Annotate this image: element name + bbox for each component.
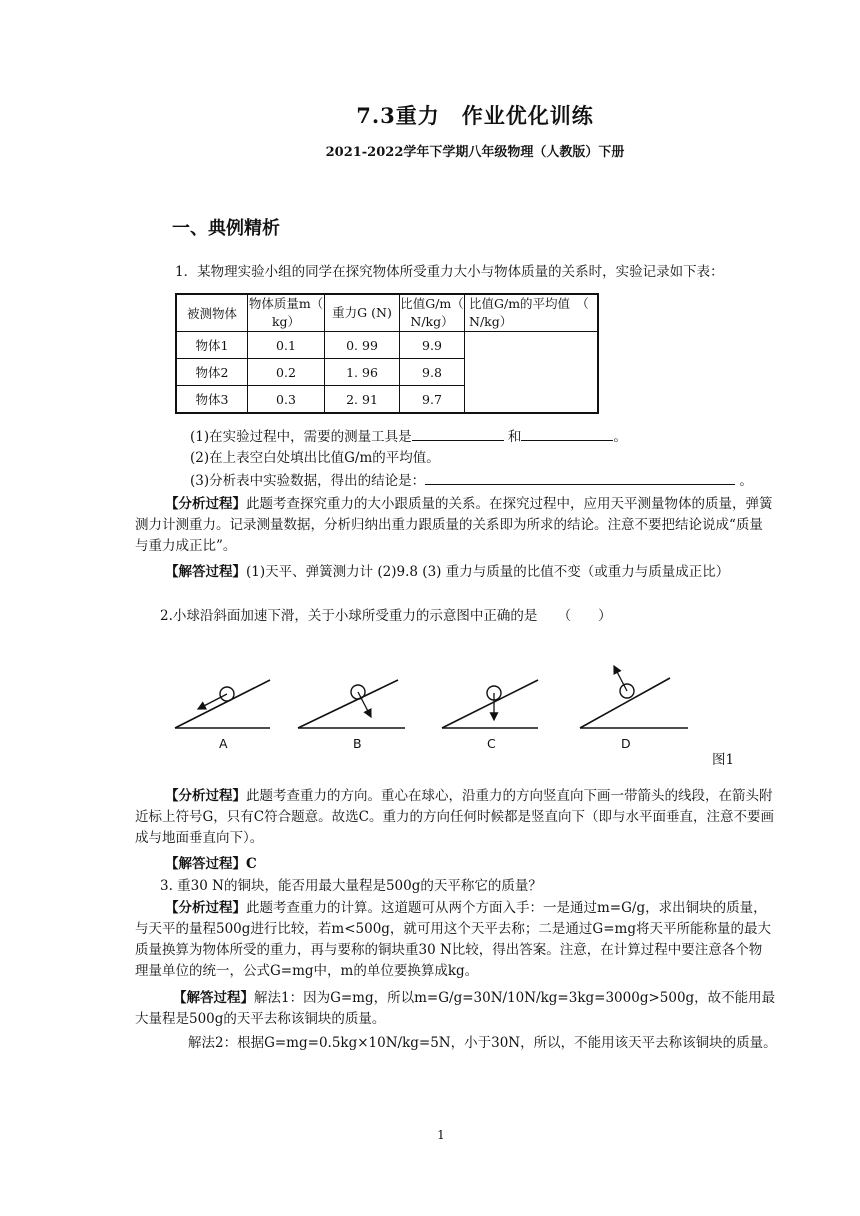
table-header: 比值G/m（ N/kg） [400, 294, 465, 332]
table-cell: 9.9 [400, 332, 465, 359]
q1-answer [135, 562, 775, 583]
table-cell: 1. 96 [325, 359, 400, 386]
q1-sub1 [190, 426, 627, 448]
analysis-text: 此题考查重力的方向。重心在球心，沿重力的方向竖直向下画一带箭头的线段，在箭头附近标上符号G，只有C符合题意。故选C。重力的方向任何时候都是竖直向下（即与水平面垂直，注意不要画成与地面垂直向下）。 [135, 788, 774, 846]
experiment-table [175, 293, 599, 414]
q2-stem: 2.小球沿斜面加速下滑，关于小球所受重力的示意图中正确的是 （ ） [160, 608, 612, 624]
sub3-end: 。 [739, 473, 753, 489]
q3-analysis [135, 898, 775, 982]
sub1-text: (1)在实验过程中，需要的测量工具是 [190, 429, 412, 445]
q3-answer [135, 988, 780, 1030]
table-header: 物体质量m（ kg） [248, 294, 325, 332]
table-header: 重力G (N) [325, 294, 400, 332]
table-header: 比值G/m的平均值 （ N/kg） [465, 294, 599, 332]
answer-text: C [246, 856, 257, 872]
option-a-diagram [175, 680, 270, 728]
answer-tag: 【解答过程】 [165, 856, 246, 872]
table-cell: 9.8 [400, 359, 465, 386]
table-cell: 0.2 [248, 359, 325, 386]
option-a-label: A [219, 736, 228, 751]
q2-answer [165, 854, 257, 875]
table-cell: 0. 99 [325, 332, 400, 359]
table-header: 被测物体 [176, 294, 248, 332]
figure-label: 图1 [712, 752, 735, 768]
answer-blank[interactable] [412, 426, 504, 441]
answer-tag: 【解答过程】 [173, 990, 254, 1006]
q1-analysis [135, 494, 775, 557]
q1-sub3 [190, 470, 753, 492]
q1-sub2: (2)在上表空白处填出比值G/m的平均值。 [190, 450, 440, 466]
q3-answer-2: 解法2：根据G=mg=0.5kg×10N/kg=5N，小于30N，所以，不能用该天平去称该铜块的质量。 [188, 1035, 777, 1051]
answer-blank[interactable] [521, 426, 613, 441]
table-cell: 9.7 [400, 386, 465, 414]
answer-text: 解法1：因为G=mg，所以m=G/g=30N/10N/kg=3kg=3000g>500g，故不能用最大量程是500g的天平去称该铜块的质量。 [135, 990, 776, 1027]
table-cell: 0.1 [248, 332, 325, 359]
table-cell: 物体3 [176, 386, 248, 414]
option-b-diagram [298, 680, 405, 728]
sub1-and: 和 [507, 429, 522, 445]
section-heading: 一、典例精析 [172, 218, 280, 239]
option-c-label: C [487, 736, 496, 751]
analysis-tag: 【分析过程】 [165, 788, 246, 804]
page-title: 7.3重力 作业优化训练 [356, 103, 594, 128]
table-cell: 物体1 [176, 332, 248, 359]
answer-blank[interactable] [425, 470, 735, 485]
analysis-tag: 【分析过程】 [165, 900, 246, 916]
analysis-text: 此题考查探究重力的大小跟质量的关系。在探究过程中，应用天平测量物体的质量，弹簧测力计测重力。记录测量数据，分析归纳出重力跟质量的关系即为所求的结论。注意不要把结论说成“质量与重力成正比”。 [135, 496, 773, 554]
table-row [176, 332, 598, 359]
table-cell: 0.3 [248, 386, 325, 414]
table-cell: 2. 91 [325, 386, 400, 414]
option-d-diagram [580, 666, 688, 728]
table-cell: 物体2 [176, 359, 248, 386]
q2-analysis [135, 786, 775, 849]
analysis-tag: 【分析过程】 [165, 496, 246, 512]
sub3-text: (3)分析表中实验数据，得出的结论是： [190, 473, 426, 489]
answer-text: (1)天平、弹簧测力计 (2)9.8 (3) 重力与质量的比值不变（或重力与质量成正比） [246, 564, 730, 580]
option-b-label: B [353, 736, 362, 751]
q3-stem: 3. 重30 N的铜块，能否用最大量程是500g的天平称它的质量？ [160, 878, 542, 894]
q1-stem: 1．某物理实验小组的同学在探究物体所受重力大小与物体质量的关系时，实验记录如下表： [175, 264, 724, 280]
option-d-label: D [621, 736, 631, 751]
option-c-diagram [442, 680, 538, 728]
page-subtitle: 2021-2022学年下学期八年级物理（人教版）下册 [325, 145, 625, 160]
average-blank-cell [465, 332, 599, 414]
answer-tag: 【解答过程】 [165, 564, 246, 580]
page-number: 1 [437, 1128, 445, 1142]
sub1-end: 。 [613, 429, 627, 445]
analysis-text: 此题考查重力的计算。这道题可从两个方面入手：一是通过m=G/g，求出铜块的质量，与天平的量程500g进行比较，若m<500g，就可用这个天平去称；二是通过G=mg将天平所能称量的最大质量换算为物体所受的重力，再与要称的铜块重30 N比较，得出答案。注意，在计算过程中要注意各个物理量单位的统一，公式G=mg中，m的单位要换算成kg。 [135, 900, 771, 979]
